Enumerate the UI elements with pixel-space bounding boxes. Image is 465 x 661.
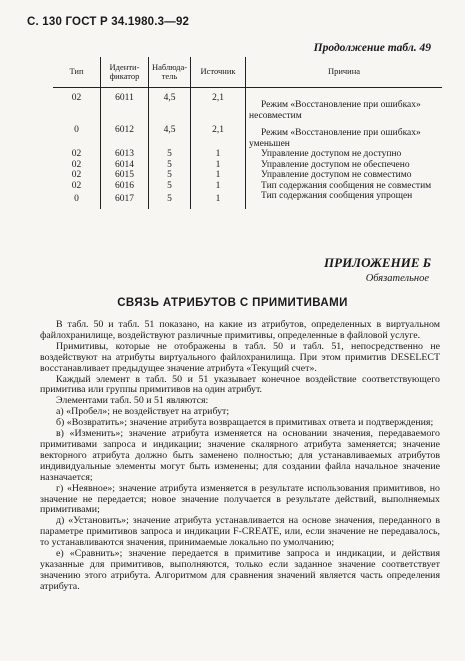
table-row — [53, 160, 442, 171]
cell-source: 2,1 — [191, 88, 246, 122]
cell-source: 1 — [191, 160, 246, 171]
cell-type: 0 — [74, 125, 79, 135]
body-text — [40, 320, 440, 593]
attribute-table — [53, 57, 442, 209]
cell-observer: 4,5 — [149, 88, 191, 122]
cell-source: 1 — [191, 149, 246, 160]
table-row — [53, 88, 442, 122]
cell-id: 6016 — [101, 181, 149, 192]
page-header: С. 130 ГОСТ Р 34.1980.3—92 — [27, 16, 190, 28]
cell-id: 6017 — [101, 191, 149, 209]
cell-reason: Управление доступом не обеспечено — [246, 160, 443, 171]
cell-type: 02 — [71, 93, 82, 103]
cell-observer: 5 — [149, 149, 191, 160]
header-type: Тип — [53, 57, 101, 88]
paragraph: Каждый элемент в табл. 50 и 51 указывает конечное воздействие соответствующего примитива или группы примитивов на один атрибут. — [40, 373, 440, 396]
table-row — [53, 181, 442, 192]
cell-source: 1 — [191, 181, 246, 192]
cell-reason: Режим «Восстановление при ошибках» уменьшен — [246, 121, 443, 149]
paragraph: Элементами табл. 50 и 51 являются: — [56, 395, 209, 407]
list-item: е) «Сравнить»; значение передается в примитиве запроса и индикации, и действия указанные для примитивов, выполняются, только если заданное значение соответствует значению этого атрибута. Алгоритмом для сравнения значений является часть определения атрибута. — [40, 548, 440, 592]
cell-reason: Управление доступом не доступно — [246, 149, 443, 160]
table-continuation-caption: Продолжение табл. 49 — [313, 42, 431, 54]
list-item: а) «Пробел»; не воздействует на атрибут; — [56, 406, 230, 418]
cell-type: 02 — [71, 180, 82, 191]
cell-reason: Тип содержания сообщения не совместим — [246, 181, 443, 192]
cell-source: 2,1 — [191, 121, 246, 149]
cell-reason: Управление доступом не совместимо — [246, 170, 443, 181]
cell-reason: Тип содержания сообщения упрощен — [246, 191, 443, 209]
list-item: д) «Установить»; значение атрибута устанавливается на основе значения, переданного в параметре примитивов запроса и индикации F-CREATE, или, если значение не передавалось, то устанавливаются значения, принимаемые локально по умолчанию; — [40, 515, 440, 549]
cell-observer: 4,5 — [149, 121, 191, 149]
cell-type: 02 — [71, 159, 82, 170]
appendix-label: ПРИЛОЖЕНИЕ Б — [324, 255, 431, 270]
cell-observer: 5 — [149, 170, 191, 181]
cell-id: 6011 — [101, 88, 149, 122]
cell-id: 6012 — [101, 121, 149, 149]
paragraph: В табл. 50 и табл. 51 показано, на какие из атрибутов, определенных в виртуальном файлохранилище, воздействуют различные примитивы, определенные в файловой услуге. — [40, 319, 440, 341]
cell-type: 02 — [71, 149, 82, 159]
cell-observer: 5 — [149, 181, 191, 192]
table-row — [53, 149, 442, 160]
list-item: г) «Неявное»; значение атрибута изменяется в результате использования примитивов, но значение не передается; новое значение получается в результате действий, выполняемых примитивами; — [40, 482, 440, 516]
header-observer: Наблюда-тель — [149, 57, 191, 88]
cell-observer: 5 — [149, 191, 191, 209]
list-item: в) «Изменить»; значение атрибута изменяется на основании значения, передаваемого примитивами запроса и индикации; значение скалярного атрибута заменяется; значение векторного атрибута должно быть заменено полностью; для устанавливаемых атрибутов индивидуальные элементы могут быть изменены; для создании файла начальное значение назначается; — [40, 428, 440, 483]
table-row — [53, 170, 442, 181]
header-reason: Причина — [246, 57, 443, 88]
cell-id: 6014 — [101, 160, 149, 171]
cell-reason: Режим «Восстановление при ошибках» несовместим — [246, 88, 443, 122]
header-identifier: Иденти-фикатор — [101, 57, 149, 88]
appendix-status: Обязательное — [365, 273, 429, 284]
cell-id: 6013 — [101, 149, 149, 160]
table-header-row — [53, 57, 442, 88]
cell-observer: 5 — [149, 160, 191, 171]
cell-id: 6015 — [101, 170, 149, 181]
header-source: Источник — [191, 57, 246, 88]
paragraph: Примитивы, которые не отображены в табл. 50 и табл. 51, непосредственно не воздействуют на атрибуты виртуального файлохранилища. При этом примитив DESELECT восстанавливает предыдущее значение атрибута «Текущий счет». — [40, 340, 440, 374]
cell-type: 0 — [74, 194, 79, 204]
table-row — [53, 121, 442, 149]
table-row — [53, 191, 442, 209]
section-title: СВЯЗЬ АТРИБУТОВ С ПРИМИТИВАМИ — [117, 297, 348, 309]
cell-type: 02 — [71, 170, 82, 180]
cell-source: 1 — [191, 191, 246, 209]
list-item: б) «Возвратить»; значение атрибута возвращается в примитивах ответа и подтверждения; — [56, 417, 434, 429]
cell-source: 1 — [191, 170, 246, 181]
